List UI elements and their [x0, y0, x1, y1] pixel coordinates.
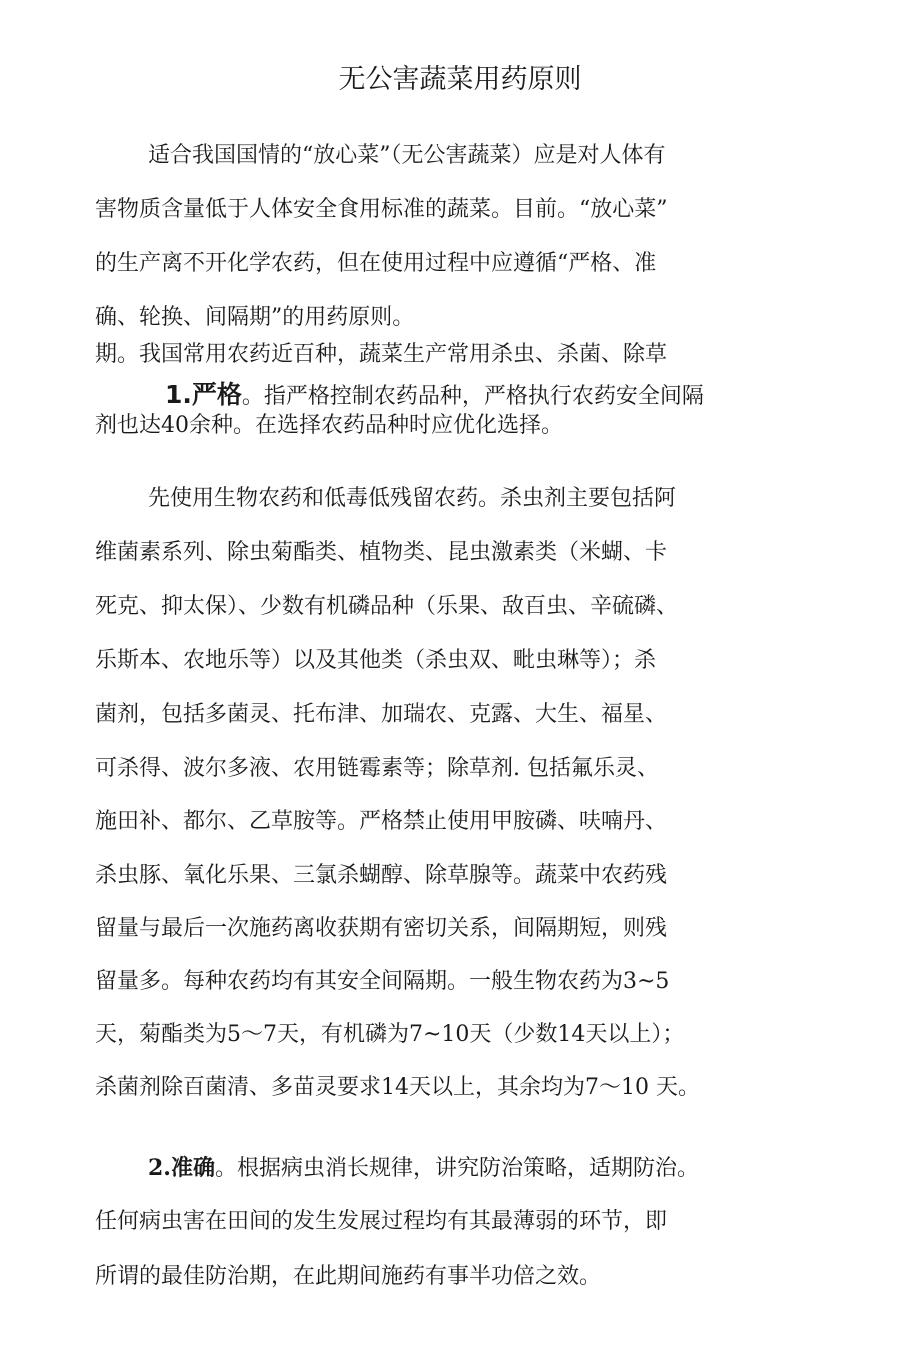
intro-line-1: 适合我国国情的“放心菜”（无公害蔬菜）应是对人体有: [148, 143, 666, 168]
body-line-5: 菌剂，包括多菌灵、托布津、加瑞农、克露、大生、福星、: [95, 702, 668, 727]
body-line-7: 施田补、都尔、乙草胺等。严格禁止使用甲胺磷、呋喃丹、: [95, 809, 668, 834]
body-line-10: 留量多。每种农药均有其安全间隔期。一般生物农药为3~5: [95, 969, 670, 994]
body-line-8: 杀虫豚、氧化乐果、三氯杀蝴醇、除草腺等。蔬菜中农药残: [95, 863, 668, 888]
body-line-1: 先使用生物农药和低毒低残留农药。杀虫剂主要包括阿: [148, 486, 677, 511]
section-2-line-3: 所谓的最佳防治期，在此期间施药有事半功倍之效。: [95, 1264, 602, 1289]
intro-line-5: 期。我国常用农药近百种，蔬菜生产常用杀虫、杀菌、除草: [95, 342, 668, 367]
body-line-4: 乐斯本、农地乐等）以及其他类（杀虫双、毗虫琳等）；杀: [95, 648, 657, 673]
section-2-line-2: 任何病虫害在田间的发生发展过程均有其最薄弱的环节，即: [95, 1209, 668, 1234]
section-2-heading: [148, 1153, 699, 1184]
section-2-number: 2.: [148, 1155, 171, 1181]
section-1-text: 。指严格控制农药品种，严格执行农药安全间隔: [241, 384, 704, 409]
section-1-heading: [165, 380, 704, 412]
body-line-3: 死克、抑太保）、少数有机磷品种（乐果、敌百虫、辛硫磷、: [95, 594, 679, 619]
section-2-label: 准确: [170, 1155, 215, 1181]
body-line-11: 天，菊酯类为5〜7天，有机磷为7~10天（少数14天以上）；: [95, 1022, 685, 1047]
section-1-label: 严格: [191, 380, 242, 409]
body-line-12: 杀菌剂除百菌清、多苗灵要求14天以上，其余均为7〜10 天。: [95, 1075, 700, 1100]
section-1-number: 1.: [165, 380, 192, 409]
intro-line-4: 确、轮换、间隔期”的用药原则。: [95, 305, 415, 330]
intro-line-3: 的生产离不开化学农药，但在使用过程中应遵循“严格、准: [95, 251, 657, 276]
body-line-9: 留量与最后一次施药离收获期有密切关系，间隔期短，则残: [95, 916, 668, 941]
section-2-text: 。根据病虫消长规律，讲究防治策略，适期防治。: [214, 1156, 699, 1181]
body-line-2: 维菌素系列、除虫菊酯类、植物类、昆虫激素类（米蝴、卡: [95, 540, 668, 565]
section-1-line-2: 剂也达40余种。在选择农药品种时应优化选择。: [95, 413, 563, 438]
body-line-6: 可杀得、波尔多液、农用链霉素等；除草剂. 包括氟乐灵、: [95, 756, 659, 781]
intro-line-2: 害物质含量低于人体安全食用标准的蔬菜。目前。“放心菜”: [95, 197, 668, 222]
page-title: 无公害蔬菜用药原则: [338, 64, 582, 95]
